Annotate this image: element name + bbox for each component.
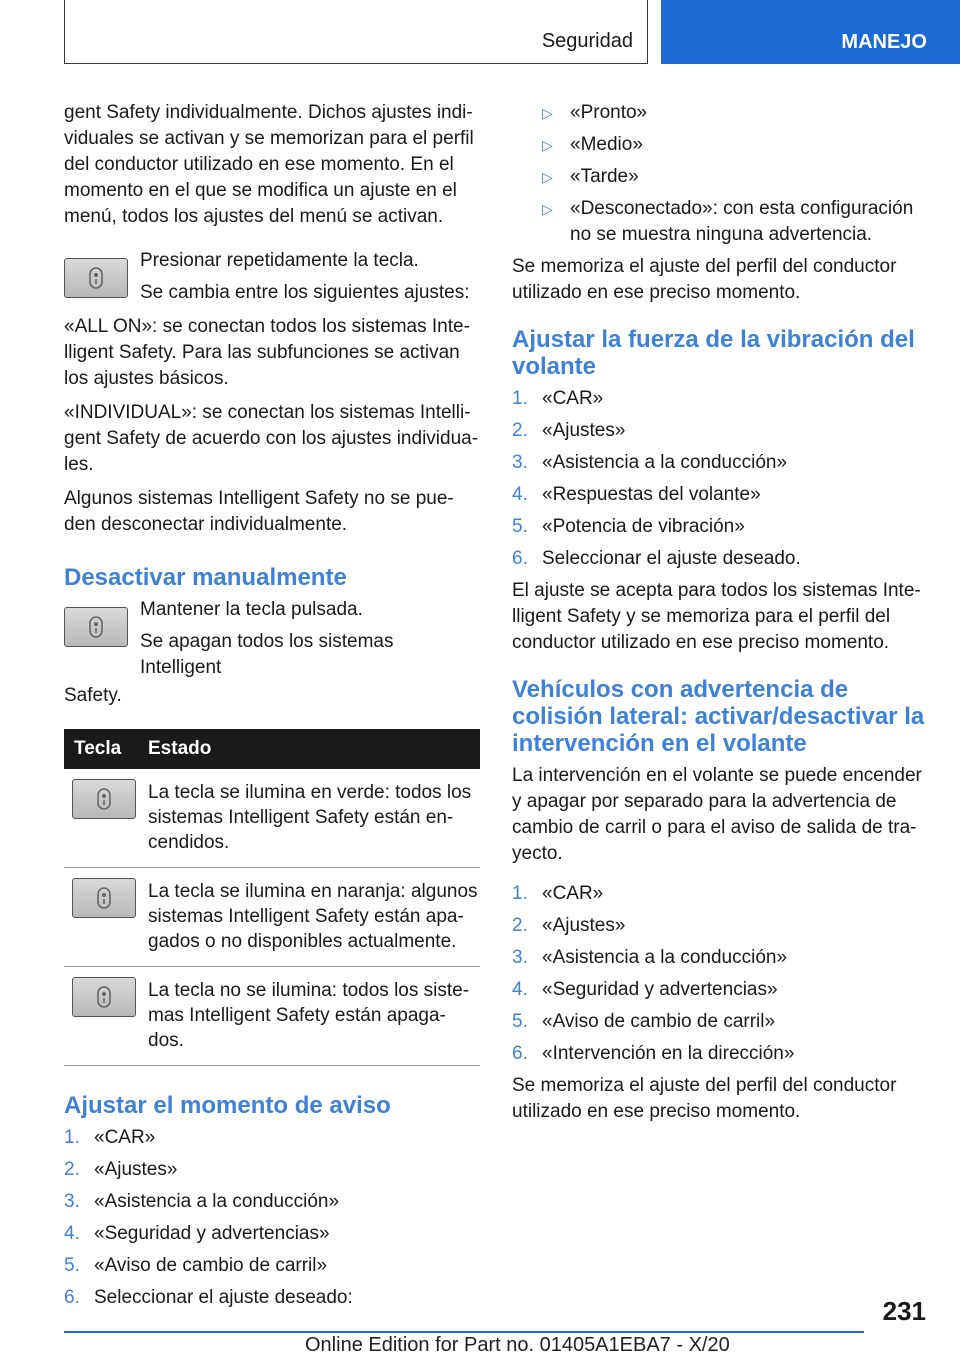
heading-lateral-collision: Vehículos con advertencia de colisión lateral: activar/desactivar la intervención en el volante [512, 676, 925, 757]
list-item: 2. «Ajustes» [512, 420, 626, 441]
list-item: 5. «Potencia de vibración» [512, 516, 745, 537]
vibration-steps [512, 386, 926, 572]
state-text: La tecla se ilumina en verde: todos los sistemas Intelligent Safety están en-cendidos. [148, 782, 472, 853]
list-item: 3. «Asistencia a la conducción» [512, 452, 788, 473]
list-item: ▷ «Tarde» [512, 164, 926, 190]
list-item: 3. «Asistencia a la conducción» [512, 947, 788, 968]
memorized-paragraph-1: Se memoriza el ajuste del perfil del conductor utilizado en ese preciso momento. [512, 256, 897, 303]
table-header [64, 729, 480, 769]
list-item: 6. Seleccionar el ajuste deseado. [512, 548, 801, 569]
list-item: 6. Seleccionar el ajuste deseado: [64, 1287, 353, 1308]
triangle-bullet-icon: ▷ [542, 169, 553, 185]
right-column [512, 100, 926, 1133]
footer-edition: Online Edition for Part no. 01405A1EBA7 - X/20 [305, 1334, 730, 1356]
press-line-2: Se cambia entre los siguientes ajustes: [140, 282, 470, 303]
list-item: 3. «Asistencia a la conducción» [64, 1191, 340, 1212]
all-on-paragraph: «ALL ON»: se conectan todos los sistemas Inte-lligent Safety. Para las subfunciones se activan los ajustes básicos. [64, 316, 470, 389]
list-item: ▷ «Desconectado»: con esta configuración no se muestra ninguna advertencia. [512, 196, 926, 248]
heading-warning-timing: Ajustar el momento de aviso [64, 1092, 391, 1119]
lateral-steps [512, 881, 926, 1067]
individual-paragraph: «INDIVIDUAL»: se conectan los sistemas Intelli-gent Safety de acuerdo con los ajustes individua-les. [64, 402, 479, 475]
chapter-title: MANEJO [841, 31, 927, 53]
some-systems-paragraph: Algunos sistemas Intelligent Safety no se pue-den desconectar individualmente. [64, 488, 454, 535]
hold-line-2: Se apagan todos los sistemas Intelligent [140, 631, 394, 678]
list-item: 1. «CAR» [512, 388, 604, 409]
list-item: 4. «Respuestas del volante» [512, 484, 761, 505]
header-section-box [64, 0, 648, 64]
timing-steps [64, 1125, 480, 1311]
state-text: La tecla se ilumina en naranja: algunos sistemas Intelligent Safety están apa-gados o no disponibles actualmente. [148, 881, 478, 952]
header-chapter-box [661, 0, 960, 64]
list-item: 2. «Ajustes» [512, 915, 626, 936]
hold-line-1: Mantener la tecla pulsada. [140, 599, 363, 620]
section-title: Seguridad [541, 30, 633, 52]
list-item: 1. «CAR» [64, 1127, 156, 1148]
intelligent-safety-key-icon [64, 607, 128, 647]
heading-vibration: Ajustar la fuerza de la vibración del volante [512, 326, 915, 380]
hold-key-instruction [64, 597, 480, 681]
list-item: 4. «Seguridad y advertencias» [512, 979, 778, 1000]
hold-line-continuation: Safety. [64, 685, 122, 706]
list-item: 1. «CAR» [512, 883, 604, 904]
list-item: ▷ «Pronto» [512, 100, 926, 126]
column-header-state: Estado [148, 738, 212, 759]
timing-options [512, 100, 926, 248]
list-item: 4. «Seguridad y advertencias» [64, 1223, 330, 1244]
vibration-note: El ajuste se acepta para todos los sistemas Inte-lligent Safety y se memoriza para el perfil del conductor utilizado en ese preciso momento. [512, 580, 921, 653]
key-status-table [64, 729, 480, 1066]
press-key-instruction [64, 248, 480, 312]
footer-divider [64, 1331, 864, 1333]
heading-manual: Desactivar manualmente [64, 564, 347, 591]
key-off-icon [72, 977, 136, 1017]
memorized-paragraph-2: Se memoriza el ajuste del perfil del conductor utilizado en ese preciso momento. [512, 1075, 897, 1122]
list-item: 6. «Intervención en la dirección» [512, 1043, 795, 1064]
triangle-bullet-icon: ▷ [542, 201, 553, 217]
left-column [64, 100, 480, 1317]
table-row [64, 868, 480, 967]
intro-paragraph: gent Safety individualmente. Dichos ajustes indi-viduales se activan y se memorizan para el perfil del conductor utilizado en ese momento. En el momento en el que se modifica un ajuste en el menú, todos los ajustes del menú se activan. [64, 102, 474, 227]
table-row [64, 769, 480, 868]
list-item: 2. «Ajustes» [64, 1159, 178, 1180]
triangle-bullet-icon: ▷ [542, 105, 553, 121]
intelligent-safety-key-icon [64, 258, 128, 298]
key-orange-icon [72, 878, 136, 918]
table-row [64, 967, 480, 1066]
triangle-bullet-icon: ▷ [542, 137, 553, 153]
page-number: 231 [882, 1296, 926, 1326]
state-text: La tecla no se ilumina: todos los siste-mas Intelligent Safety están apaga-dos. [148, 980, 470, 1051]
list-item: 5. «Aviso de cambio de carril» [64, 1255, 328, 1276]
list-item: ▷ «Medio» [512, 132, 926, 158]
key-green-icon [72, 779, 136, 819]
column-header-key: Tecla [74, 738, 122, 759]
press-line-1: Presionar repetidamente la tecla. [140, 250, 419, 271]
list-item: 5. «Aviso de cambio de carril» [512, 1011, 776, 1032]
lateral-intro: La intervención en el volante se puede encender y apagar por separado para la advertencia de cambio de carril o para el aviso de salida de tra-yecto. [512, 765, 922, 864]
